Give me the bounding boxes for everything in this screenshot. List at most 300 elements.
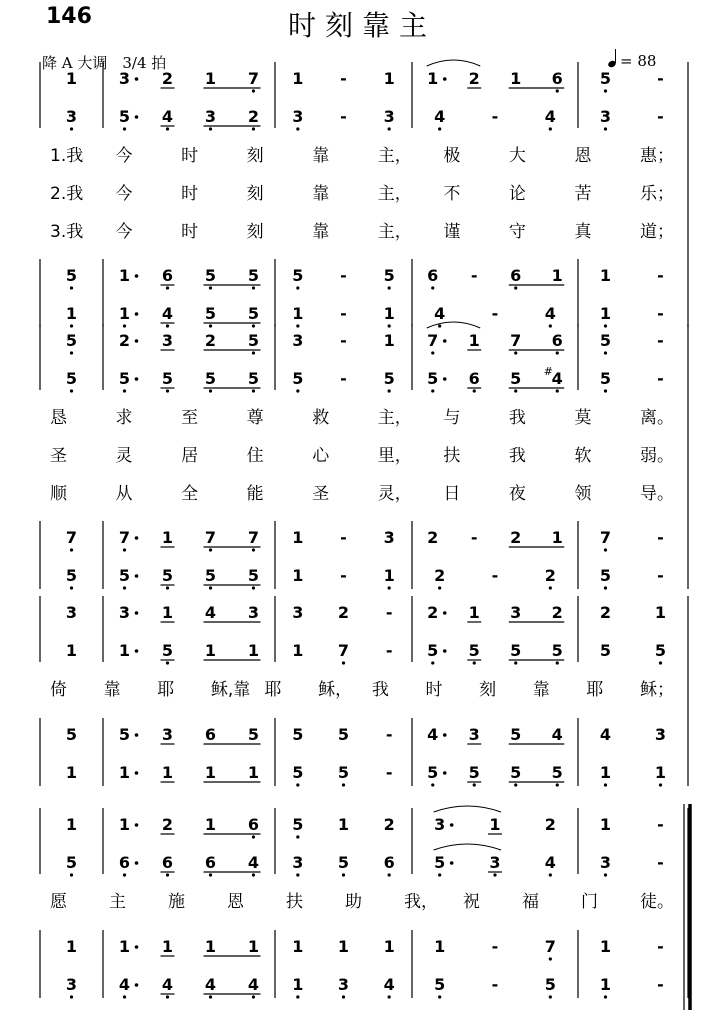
lyric-syllable: 日	[443, 484, 461, 504]
low-octave-dot	[296, 835, 299, 838]
lyric-syllable: 乐；	[640, 184, 674, 204]
low-octave-dot	[296, 286, 299, 289]
lyric-syllable: 至	[181, 408, 199, 428]
note: 1	[599, 266, 612, 285]
lyric-syllable: 心	[312, 446, 330, 466]
note: 2	[544, 566, 556, 585]
low-octave-dot	[549, 324, 552, 327]
low-octave-dot	[431, 351, 434, 354]
note: 5	[510, 763, 522, 782]
lyric-syllable: 极	[443, 146, 461, 166]
lyric-syllable: 不	[443, 184, 461, 204]
low-octave-dot	[556, 351, 559, 354]
note: 5	[427, 763, 439, 782]
note: 3	[65, 603, 78, 622]
note: 6	[161, 853, 174, 872]
note: 4	[118, 975, 131, 994]
low-octave-dot	[252, 389, 255, 392]
note: 7	[510, 331, 522, 350]
note: 5	[599, 369, 612, 388]
low-octave-dot	[252, 89, 255, 92]
note: 3	[599, 853, 612, 872]
note: 4	[544, 853, 556, 872]
low-octave-dot	[252, 351, 255, 354]
lyric-syllable: 扶	[286, 892, 303, 912]
note: 5	[65, 266, 78, 285]
note: 5	[510, 641, 522, 660]
lyric-syllable: 祝	[463, 892, 480, 912]
note: 5	[292, 725, 304, 744]
note: 5	[468, 763, 480, 782]
augmentation-dot	[450, 823, 454, 827]
low-octave-dot	[438, 586, 441, 589]
note: 5	[161, 566, 174, 585]
note: 1	[118, 641, 131, 660]
augmentation-dot	[443, 771, 447, 775]
dash-mark: -	[340, 566, 347, 585]
note: 5	[551, 641, 563, 660]
note: 4	[204, 603, 217, 622]
lyric-syllable: 圣	[50, 446, 67, 466]
low-octave-dot	[166, 661, 169, 664]
note: 3	[292, 107, 304, 126]
lyric-syllable: 耶	[586, 680, 604, 700]
note: 1	[551, 266, 563, 285]
note: 5	[544, 975, 556, 994]
low-octave-dot	[388, 873, 391, 876]
note: 1	[383, 937, 395, 956]
note: 1	[247, 763, 260, 782]
note: 3	[204, 107, 217, 126]
note: 3	[654, 725, 667, 744]
dash-mark: -	[657, 266, 664, 285]
dash-mark: -	[340, 69, 347, 88]
note: 1	[337, 815, 350, 834]
dash-mark: -	[657, 815, 664, 834]
note: 3	[292, 603, 304, 622]
low-octave-dot	[166, 127, 169, 130]
note: 5	[247, 304, 260, 323]
note: 1	[161, 937, 174, 956]
note: 1	[489, 815, 501, 834]
note: 5	[599, 566, 612, 585]
low-octave-dot	[388, 127, 391, 130]
low-octave-dot	[431, 783, 434, 786]
augmentation-dot	[135, 339, 139, 343]
augmentation-dot	[135, 377, 139, 381]
lyric-syllable: 今	[115, 184, 133, 204]
low-octave-dot	[252, 586, 255, 589]
augmentation-dot	[135, 115, 139, 119]
note: 3	[383, 107, 395, 126]
lyric-syllable: 稣，	[318, 680, 353, 700]
lyric-syllable: 顺	[50, 484, 67, 504]
low-octave-dot	[556, 783, 559, 786]
augmentation-dot	[135, 733, 139, 737]
note: 5	[65, 566, 78, 585]
note: 5	[204, 304, 217, 323]
note: 4	[544, 304, 556, 323]
note: 2	[337, 603, 350, 622]
note: 6	[161, 266, 174, 285]
note: 1	[434, 937, 446, 956]
low-octave-dot	[209, 324, 212, 327]
note: 1	[383, 566, 395, 585]
note: 4	[383, 975, 395, 994]
note: 5	[468, 641, 480, 660]
low-octave-dot	[123, 324, 126, 327]
low-octave-dot	[252, 324, 255, 327]
lyric-syllable: 大	[508, 146, 526, 166]
lyric-syllable: 扶	[443, 446, 461, 466]
note: 5	[337, 853, 350, 872]
lyric-syllable: 守	[508, 222, 526, 242]
low-octave-dot	[70, 351, 73, 354]
note: 4	[161, 304, 174, 323]
note: 5	[118, 566, 131, 585]
note: 5	[247, 369, 260, 388]
lyric-syllable: 我	[371, 680, 389, 700]
augmentation-dot	[135, 771, 139, 775]
low-octave-dot	[296, 127, 299, 130]
note: 5	[247, 266, 260, 285]
low-octave-dot	[209, 548, 212, 551]
note: 3	[292, 853, 304, 872]
note: 3	[118, 603, 131, 622]
note: 6	[510, 266, 522, 285]
low-octave-dot	[514, 389, 517, 392]
lyric-syllable: 倚	[50, 680, 67, 700]
slur	[434, 806, 501, 812]
low-octave-dot	[604, 586, 607, 589]
lyric-syllable: 耶	[264, 680, 282, 700]
note: 6	[427, 266, 439, 285]
low-octave-dot	[70, 286, 73, 289]
lyric-syllable: 主	[109, 892, 126, 912]
note: 3	[383, 528, 395, 547]
low-octave-dot	[123, 995, 126, 998]
lyric-syllable: 靠	[103, 680, 121, 700]
lyric-syllable: 弱。	[640, 446, 674, 466]
augmentation-dot	[135, 77, 139, 81]
low-octave-dot	[296, 995, 299, 998]
note: 2	[434, 566, 446, 585]
note: 7	[427, 331, 439, 350]
lyric-syllable: 救	[312, 408, 330, 428]
note: 4	[434, 107, 446, 126]
low-octave-dot	[296, 324, 299, 327]
note: 6	[204, 725, 217, 744]
low-octave-dot	[438, 324, 441, 327]
note: 4	[599, 725, 612, 744]
note: 1	[654, 763, 667, 782]
lyric-syllable: 灵，	[377, 484, 412, 504]
note: 5	[599, 331, 612, 350]
low-octave-dot	[431, 661, 434, 664]
low-octave-dot	[70, 324, 73, 327]
note: 1	[118, 266, 131, 285]
note: 5	[292, 815, 304, 834]
augmentation-dot	[135, 649, 139, 653]
low-octave-dot	[549, 127, 552, 130]
note: 2	[599, 603, 612, 622]
note: 3	[161, 725, 174, 744]
lyric-syllable: 真	[574, 222, 592, 242]
dash-mark: -	[657, 304, 664, 323]
note: 3	[468, 725, 480, 744]
lyric-syllable: 苦	[574, 184, 592, 204]
lyric-syllable: 居	[181, 446, 199, 466]
note: 1	[161, 528, 174, 547]
low-octave-dot	[252, 127, 255, 130]
key-and-meter: 降 A 大调 3/4 拍	[42, 54, 167, 72]
note: 1	[468, 603, 480, 622]
dash-mark: -	[470, 528, 478, 547]
note: 3	[118, 69, 131, 88]
note: 1	[118, 763, 131, 782]
note: 2	[118, 331, 131, 350]
low-octave-dot	[70, 389, 73, 392]
low-octave-dot	[209, 127, 212, 130]
augmentation-dot	[135, 274, 139, 278]
note: 4	[204, 975, 217, 994]
note: 2	[161, 69, 174, 88]
note: 3	[599, 107, 612, 126]
note: 6	[551, 69, 563, 88]
note: 5	[65, 331, 78, 350]
note: 5	[247, 725, 260, 744]
low-octave-dot	[123, 548, 126, 551]
low-octave-dot	[388, 586, 391, 589]
low-octave-dot	[123, 389, 126, 392]
note: 6	[247, 815, 260, 834]
lyric-syllable: 恳	[50, 408, 67, 428]
lyric-syllable: 从	[115, 484, 133, 504]
low-octave-dot	[209, 286, 212, 289]
note: 5	[204, 266, 217, 285]
note: 1	[65, 641, 78, 660]
note: 1	[65, 304, 78, 323]
lyric-syllable: 门	[581, 892, 598, 912]
augmentation-dot	[135, 823, 139, 827]
lyric-syllable: 莫	[574, 408, 592, 428]
note: 5	[161, 369, 174, 388]
note: 4	[434, 304, 446, 323]
note: 1	[654, 603, 667, 622]
note: 6	[468, 369, 480, 388]
note: 2	[247, 107, 260, 126]
lyric-syllable: 软	[574, 446, 592, 466]
note: 5	[510, 369, 522, 388]
note: 5	[247, 331, 260, 350]
low-octave-dot	[514, 286, 517, 289]
note: 5	[118, 725, 131, 744]
note: 5	[292, 266, 304, 285]
dash-mark: -	[657, 566, 664, 585]
dash-mark: -	[491, 304, 499, 323]
low-octave-dot	[438, 873, 441, 876]
sharp-icon: #	[543, 365, 553, 378]
note: 7	[118, 528, 131, 547]
note: 1	[247, 641, 260, 660]
low-octave-dot	[166, 324, 169, 327]
note: 2	[383, 815, 395, 834]
dash-mark: -	[657, 937, 664, 956]
note: 1	[337, 937, 350, 956]
lyric-syllable: 福	[522, 892, 539, 912]
low-octave-dot	[252, 995, 255, 998]
note: 1	[383, 331, 395, 350]
note: 5	[427, 641, 439, 660]
note: 1	[118, 937, 131, 956]
lyric-syllable: 刻	[479, 680, 497, 700]
low-octave-dot	[493, 873, 496, 876]
augmentation-dot	[443, 377, 447, 381]
dash-mark: -	[657, 107, 664, 126]
note: 3	[161, 331, 174, 350]
lyric-syllable: 谨	[443, 222, 461, 242]
lyric-syllable: 刻	[246, 222, 264, 242]
low-octave-dot	[604, 548, 607, 551]
augmentation-dot	[135, 536, 139, 540]
low-octave-dot	[549, 957, 552, 960]
lyric-syllable: 时	[181, 222, 199, 242]
lyric-syllable: 时	[181, 146, 199, 166]
lyric-syllable: 尊	[246, 408, 264, 428]
dash-mark: -	[657, 528, 664, 547]
low-octave-dot	[296, 389, 299, 392]
dash-mark: -	[340, 331, 347, 350]
low-octave-dot	[70, 995, 73, 998]
low-octave-dot	[70, 127, 73, 130]
note: 4	[161, 975, 174, 994]
low-octave-dot	[209, 586, 212, 589]
low-octave-dot	[604, 873, 607, 876]
dash-mark: -	[657, 975, 664, 994]
low-octave-dot	[514, 351, 517, 354]
note: 7	[204, 528, 217, 547]
augmentation-dot	[443, 649, 447, 653]
note: 2	[551, 603, 563, 622]
dash-mark: -	[491, 107, 499, 126]
lyric-syllable: 全	[181, 484, 199, 504]
dash-mark: -	[470, 266, 478, 285]
lyric-syllable: 靠	[532, 680, 550, 700]
note: 5	[599, 69, 612, 88]
dash-mark: -	[340, 528, 347, 547]
note: 5	[434, 853, 446, 872]
lyric-syllable: 灵	[115, 446, 133, 466]
low-octave-dot	[549, 995, 552, 998]
note: 3	[247, 603, 260, 622]
lyric-syllable: 离。	[640, 408, 674, 428]
note: 4	[544, 107, 556, 126]
note: 5	[65, 369, 78, 388]
low-octave-dot	[166, 586, 169, 589]
lyric-syllable: 恩	[574, 146, 592, 166]
note: 1	[292, 304, 304, 323]
low-octave-dot	[123, 586, 126, 589]
lyric-syllable: 能	[246, 484, 264, 504]
note: 5	[551, 763, 563, 782]
note: 1	[65, 763, 78, 782]
tempo-value: = 88	[620, 52, 657, 70]
note: 2	[161, 815, 174, 834]
augmentation-dot	[443, 77, 447, 81]
lyric-syllable: 我	[508, 408, 526, 428]
low-octave-dot	[70, 873, 73, 876]
lyric-syllable: 恩	[227, 892, 244, 912]
low-octave-dot	[123, 127, 126, 130]
note: 3	[65, 107, 78, 126]
note: 1	[599, 304, 612, 323]
note: 4	[247, 975, 260, 994]
note: 1	[292, 641, 304, 660]
lyric-syllable: 靠	[312, 146, 330, 166]
lyric-syllable: 求	[115, 408, 133, 428]
note: 4	[551, 725, 563, 744]
note: 1	[292, 69, 304, 88]
lyric-syllable: 住	[246, 446, 264, 466]
note: 7	[337, 641, 350, 660]
low-octave-dot	[166, 286, 169, 289]
note: 5	[337, 763, 350, 782]
note: 3	[434, 815, 446, 834]
note: 1	[427, 69, 439, 88]
note: 1	[292, 975, 304, 994]
dash-mark: -	[491, 566, 499, 585]
low-octave-dot	[431, 389, 434, 392]
note: 7	[544, 937, 556, 956]
low-octave-dot	[473, 783, 476, 786]
lyric-syllable: 稣,靠	[210, 680, 251, 700]
note: 7	[247, 69, 260, 88]
dash-mark: -	[385, 763, 393, 782]
low-octave-dot	[604, 783, 607, 786]
dash-mark: -	[491, 975, 499, 994]
augmentation-dot	[135, 861, 139, 865]
low-octave-dot	[342, 783, 345, 786]
note: 5	[118, 369, 131, 388]
low-octave-dot	[556, 389, 559, 392]
low-octave-dot	[388, 286, 391, 289]
low-octave-dot	[549, 873, 552, 876]
dash-mark: -	[340, 107, 347, 126]
lyric-syllable: 今	[115, 146, 133, 166]
note: 1	[204, 69, 217, 88]
augmentation-dot	[135, 574, 139, 578]
note: 1	[247, 937, 260, 956]
note: 3	[510, 603, 522, 622]
lyric-syllable: 耶	[157, 680, 175, 700]
lyric-syllable: 我	[508, 446, 526, 466]
slur	[434, 844, 501, 850]
augmentation-dot	[443, 339, 447, 343]
low-octave-dot	[659, 661, 662, 664]
lyric-syllable: 助	[345, 892, 362, 912]
augmentation-dot	[450, 861, 454, 865]
low-octave-dot	[388, 324, 391, 327]
lyric-syllable: 时	[181, 184, 199, 204]
note: 5	[654, 641, 667, 660]
low-octave-dot	[514, 661, 517, 664]
note: 7	[599, 528, 612, 547]
low-octave-dot	[438, 127, 441, 130]
low-octave-dot	[604, 995, 607, 998]
note: 1	[65, 69, 78, 88]
low-octave-dot	[604, 389, 607, 392]
lyric-syllable: 主，	[377, 222, 412, 242]
